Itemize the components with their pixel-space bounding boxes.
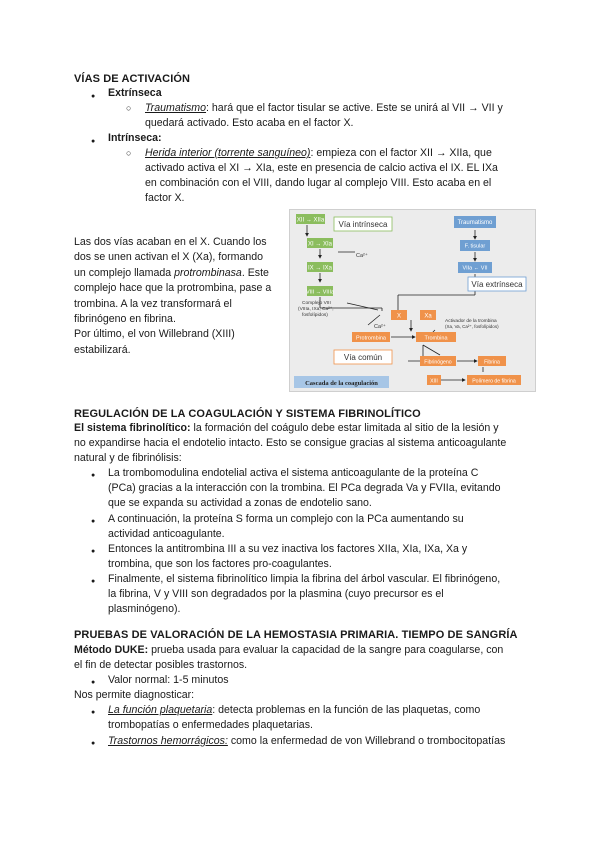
factor-vii-label: VIIa ← VII — [462, 265, 488, 272]
tissue-factor-label: F. tisular — [464, 243, 486, 250]
fibrin-polymer-label: Polímero de fibrina — [472, 378, 516, 385]
bullet-text: (PCa) gracias a la interacción con la trombina. El PCa degrada Va y FVIIa, evitando — [108, 482, 501, 494]
regulation-bullet-1 — [108, 466, 538, 511]
common-title: Vía común — [343, 353, 383, 362]
hemorrhagic-disorders-term: Trastornos hemorrágicos: — [108, 735, 228, 747]
bullet-text: la fibrina, V y VIII son degradados por la plasmina (cuyo precursor es el — [108, 588, 444, 600]
bullet-icon: ● — [91, 138, 96, 145]
diagram-caption: Cascada de la coagulación — [305, 380, 378, 387]
pathways-line: trombina. A la vez transformará el — [74, 297, 232, 310]
herida-text-1: : empieza con el factor XII → XIIa, que — [310, 147, 492, 159]
circle-bullet-icon: ○ — [126, 148, 132, 158]
duke-text: prueba usada para evaluar la capacidad de la sangre para coagularse, con — [148, 644, 504, 656]
pathways-paragraph — [74, 235, 289, 358]
trauma-term: Traumatismo — [145, 102, 207, 114]
factor-xii-label: XII → XIIa — [296, 217, 325, 224]
complex-viii-line3: fosfolípidos) — [302, 313, 328, 318]
diagnose-item-2 — [108, 734, 548, 749]
fibrinogen-label: Fibrinógeno — [424, 359, 452, 366]
bullet-icon: ● — [91, 93, 96, 100]
diagnose-item-1 — [108, 703, 538, 733]
pathways-line: un complejo llamada — [74, 266, 175, 279]
platelet-function-term: La función plaquetaria — [108, 704, 213, 716]
bullet-icon: ● — [91, 548, 96, 555]
factor-xiii-label: XIII — [430, 378, 438, 385]
section-heading-tests: PRUEBAS DE VALORACIÓN DE LA HEMOSTASIA PRIMARIA. TIEMPO DE SANGRÍA — [74, 629, 518, 641]
circle-bullet-icon: ○ — [126, 103, 132, 113]
extrinsic-title: Vía extrínseca — [471, 280, 523, 289]
factor-ix-label: IX → IXa — [307, 265, 333, 272]
pathways-line: dos se unen activan el X (Xa), formando — [74, 251, 264, 264]
regulation-text: natural y de fibrinólisis: — [74, 452, 182, 464]
regulation-bullet-3 — [108, 542, 538, 572]
bullet-text: Entonces la antitrombina III a su vez inactiva los factores XIIa, XIa, IXa, Xa y — [108, 543, 468, 555]
cascade-arrows — [307, 225, 483, 380]
regulation-bullet-4 — [108, 572, 538, 617]
herida-text-4: factor X. — [145, 192, 185, 204]
section-heading-regulation: REGULACIÓN DE LA COAGULACIÓN Y SISTEMA FIBRINOLÍTICO — [74, 408, 421, 420]
factor-xa-label: Xa — [424, 313, 432, 320]
bullet-text: actividad anticoagulante. — [108, 528, 225, 540]
normal-value: Valor normal: 1-5 minutos — [108, 674, 229, 686]
duke-text: el fin de detectar posibles trastornos. — [74, 659, 248, 671]
bullet-icon: ● — [91, 472, 96, 479]
diagnose-label: Nos permite diagnosticar: — [74, 689, 195, 701]
diagnose-text: como la enfermedad de von Willebrand o trombocitopatías — [227, 735, 506, 747]
section-heading-activation: VÍAS DE ACTIVACIÓN — [74, 73, 191, 85]
pathways-line: Las dos vías acaban en el X. Cuando los — [74, 236, 267, 248]
bullet-icon: ● — [91, 578, 96, 585]
regulation-text: la formación del coágulo debe estar limitada al sitio de la lesión y — [190, 422, 499, 434]
bullet-icon: ● — [91, 709, 96, 716]
complex-viii-line2: (VIIIa, IXa, Ca²⁺, — [298, 307, 334, 312]
bullet-icon: ● — [91, 518, 96, 525]
coagulation-cascade-diagram — [289, 209, 536, 392]
herida-term: Herida interior (torrente sanguíneo) — [145, 147, 311, 159]
calcium-label-2: Ca²⁺ — [374, 324, 386, 330]
activator-line2: (Xa, Va, Ca²⁺, fosfolípidos) — [445, 324, 499, 329]
bullet-text: trombina, que son los factores pro-coagulantes. — [108, 558, 332, 570]
trauma-text: : hará que el factor tisular se active. Este se unirá al VII → VII y — [206, 102, 503, 114]
pathways-line: Por último, el von Willebrand (XIII) — [74, 328, 235, 341]
herida-text-2: activado activa el XI → XIa, este en presencia de calcio activa el IX. EL IXa — [145, 162, 498, 174]
factor-viii-label: VIII → VIIIa — [305, 289, 335, 296]
intrinsic-title: Vía intrínseca — [338, 220, 388, 229]
extrinsic-label: Extrínseca — [108, 87, 162, 99]
fibrin-label: Fibrina — [484, 359, 500, 366]
diagnose-text: trombopatías o enfermedades plaquetarias. — [108, 719, 313, 731]
intrinsic-label: Intrínseca: — [108, 132, 162, 144]
pathways-line: fibrinógeno en fibrina. — [74, 313, 176, 326]
prothrombin-label: Protrombina — [356, 335, 386, 342]
trauma-paragraph — [145, 101, 565, 131]
bullet-icon: ● — [91, 679, 96, 686]
complex-viii-line1: Complejo VIII — [302, 301, 331, 306]
thrombin-label: Trombina — [424, 335, 448, 342]
herida-text-3: en combinación con el VIII, dando lugar al complejo VIII. Esto acaba en el — [145, 177, 492, 189]
bullet-text: plasminógeno). — [108, 603, 181, 615]
bullet-text: A continuación, la proteína S forma un complejo con la PCa aumentando su — [108, 513, 464, 525]
pathways-line: . Este — [241, 266, 269, 279]
protrombinasa-term: protrombinasa — [174, 266, 242, 279]
regulation-text: no expandirse hacia el endotelio intacto. Esto se consigue gracias al sistema anticoagulante — [74, 437, 507, 449]
calcium-label: Ca²⁺ — [356, 253, 368, 259]
regulation-bullet-2 — [108, 512, 538, 542]
activator-line1: Activador de la trombina — [445, 319, 497, 324]
duke-paragraph — [74, 643, 534, 673]
regulation-intro — [74, 421, 534, 466]
bullet-text: que se expanda su actividad a zonas de endotelio sano. — [108, 497, 372, 509]
factor-x-label: X — [396, 313, 402, 320]
diagnose-text: : detecta problemas en la función de las plaquetas, como — [212, 704, 481, 716]
pathways-line: estabilizará. — [74, 343, 131, 356]
fibrinolytic-term: El sistema fibrinolítico: — [74, 422, 191, 434]
trauma-label: Traumatismo — [457, 220, 493, 226]
factor-xi-label: XI → XIa — [307, 241, 333, 248]
bullet-icon: ● — [91, 740, 96, 747]
trauma-text-2: quedará activado. Esto acaba en el factor X. — [145, 117, 354, 129]
duke-term: Método DUKE: — [74, 644, 149, 656]
bullet-text: Finalmente, el sistema fibrinolítico limpia la fibrina del árbol vascular. El fibrinógeno, — [108, 573, 501, 585]
bullet-text: La trombomodulina endotelial activa el sistema anticoagulante de la proteína C — [108, 467, 479, 479]
pathways-line: complejo hace que la protrombina, pase a — [74, 282, 272, 295]
herida-paragraph — [145, 146, 565, 206]
